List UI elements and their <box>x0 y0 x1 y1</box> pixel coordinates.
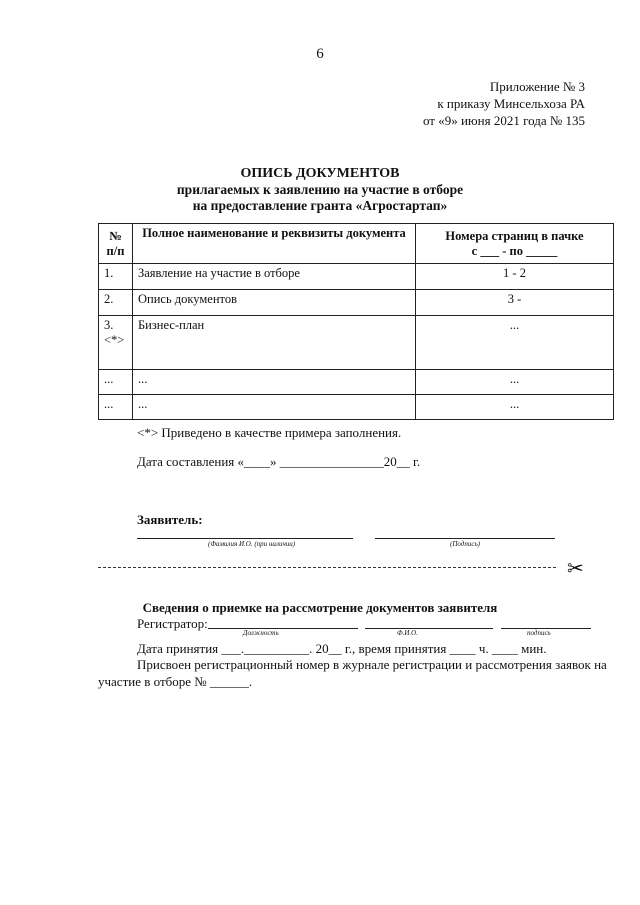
header-number-line-2: п/п <box>106 243 125 258</box>
document-title <box>0 166 640 214</box>
title-line-3: на предоставление гранта «Агростартап» <box>192 198 448 213</box>
header-number <box>99 224 133 264</box>
row-pages: ... <box>416 316 614 370</box>
row-number: ... <box>99 370 133 395</box>
row-document-name: Опись документов <box>133 290 416 316</box>
registrar-position-caption: Должность <box>243 629 279 637</box>
registration-number-line-2: участие в отборе № ______. <box>98 674 253 689</box>
appendix-block <box>423 78 585 129</box>
applicant-signature-caption: (Подпись) <box>450 540 480 548</box>
header-pages <box>416 224 614 264</box>
row-pages: ... <box>416 395 614 420</box>
applicant-name-line <box>137 538 353 539</box>
appendix-line-2: к приказу Минсельхоза РА <box>437 96 585 111</box>
table-row <box>99 316 614 370</box>
header-pages-line-1: Номера страниц в пачке <box>445 228 584 243</box>
table-row <box>99 370 614 395</box>
appendix-line-3: от «9» июня 2021 года № 135 <box>422 113 585 128</box>
footnote: <*> Приведено в качестве примера заполнения. <box>137 425 402 440</box>
appendix-line-1: Приложение № 3 <box>489 79 585 94</box>
registration-number-line-1: Присвоен регистрационный номер в журнале регистрации и рассмотрения заявок на <box>137 657 607 672</box>
row-pages: 1 - 2 <box>416 264 614 290</box>
registrar-name-caption: Ф.И.О. <box>397 629 418 637</box>
table-row <box>99 264 614 290</box>
row-number-line-2: <*> <box>104 333 125 347</box>
acceptance-date: Дата принятия ___.__________. 20__ г., время принятия ____ ч. ____ мин. <box>137 641 547 656</box>
row-document-name: ... <box>133 370 416 395</box>
row-document-name: ... <box>133 395 416 420</box>
registrar-position-line <box>208 628 358 629</box>
row-number: 1. <box>99 264 133 290</box>
reception-title: Сведения о приемке на рассмотрение документов заявителя <box>142 600 498 615</box>
compilation-date: Дата составления «____» ________________20__ г. <box>137 454 421 469</box>
table-header-row <box>99 224 614 264</box>
row-number-line-1: 3. <box>104 318 114 332</box>
cut-line <box>98 567 556 568</box>
row-document-name: Бизнес-план <box>133 316 416 370</box>
registrar-signature-caption: подпись <box>527 629 551 637</box>
row-pages: ... <box>416 370 614 395</box>
title-line-1: ОПИСЬ ДОКУМЕНТОВ <box>240 166 400 181</box>
row-number: ... <box>99 395 133 420</box>
applicant-name-caption: (Фамилия И.О. (при наличии) <box>208 540 296 548</box>
registrar-label: Регистратор: <box>137 616 208 631</box>
row-document-name: Заявление на участие в отборе <box>133 264 416 290</box>
row-number <box>99 316 133 370</box>
header-document-name: Полное наименование и реквизиты документа <box>133 224 416 264</box>
header-number-line-1: № <box>109 228 122 243</box>
page-number: 6 <box>316 46 324 62</box>
row-number: 2. <box>99 290 133 316</box>
scissors-icon: ✂ <box>567 556 584 580</box>
title-line-2: прилагаемых к заявлению на участие в отборе <box>176 182 464 197</box>
row-pages: 3 - <box>416 290 614 316</box>
registrar-name-line <box>365 628 493 629</box>
applicant-label: Заявитель: <box>137 512 203 527</box>
table-row <box>99 290 614 316</box>
applicant-signature-line <box>375 538 555 539</box>
header-pages-line-2: с ___ - по _____ <box>471 243 558 258</box>
documents-table <box>98 223 614 420</box>
table-row <box>99 395 614 420</box>
